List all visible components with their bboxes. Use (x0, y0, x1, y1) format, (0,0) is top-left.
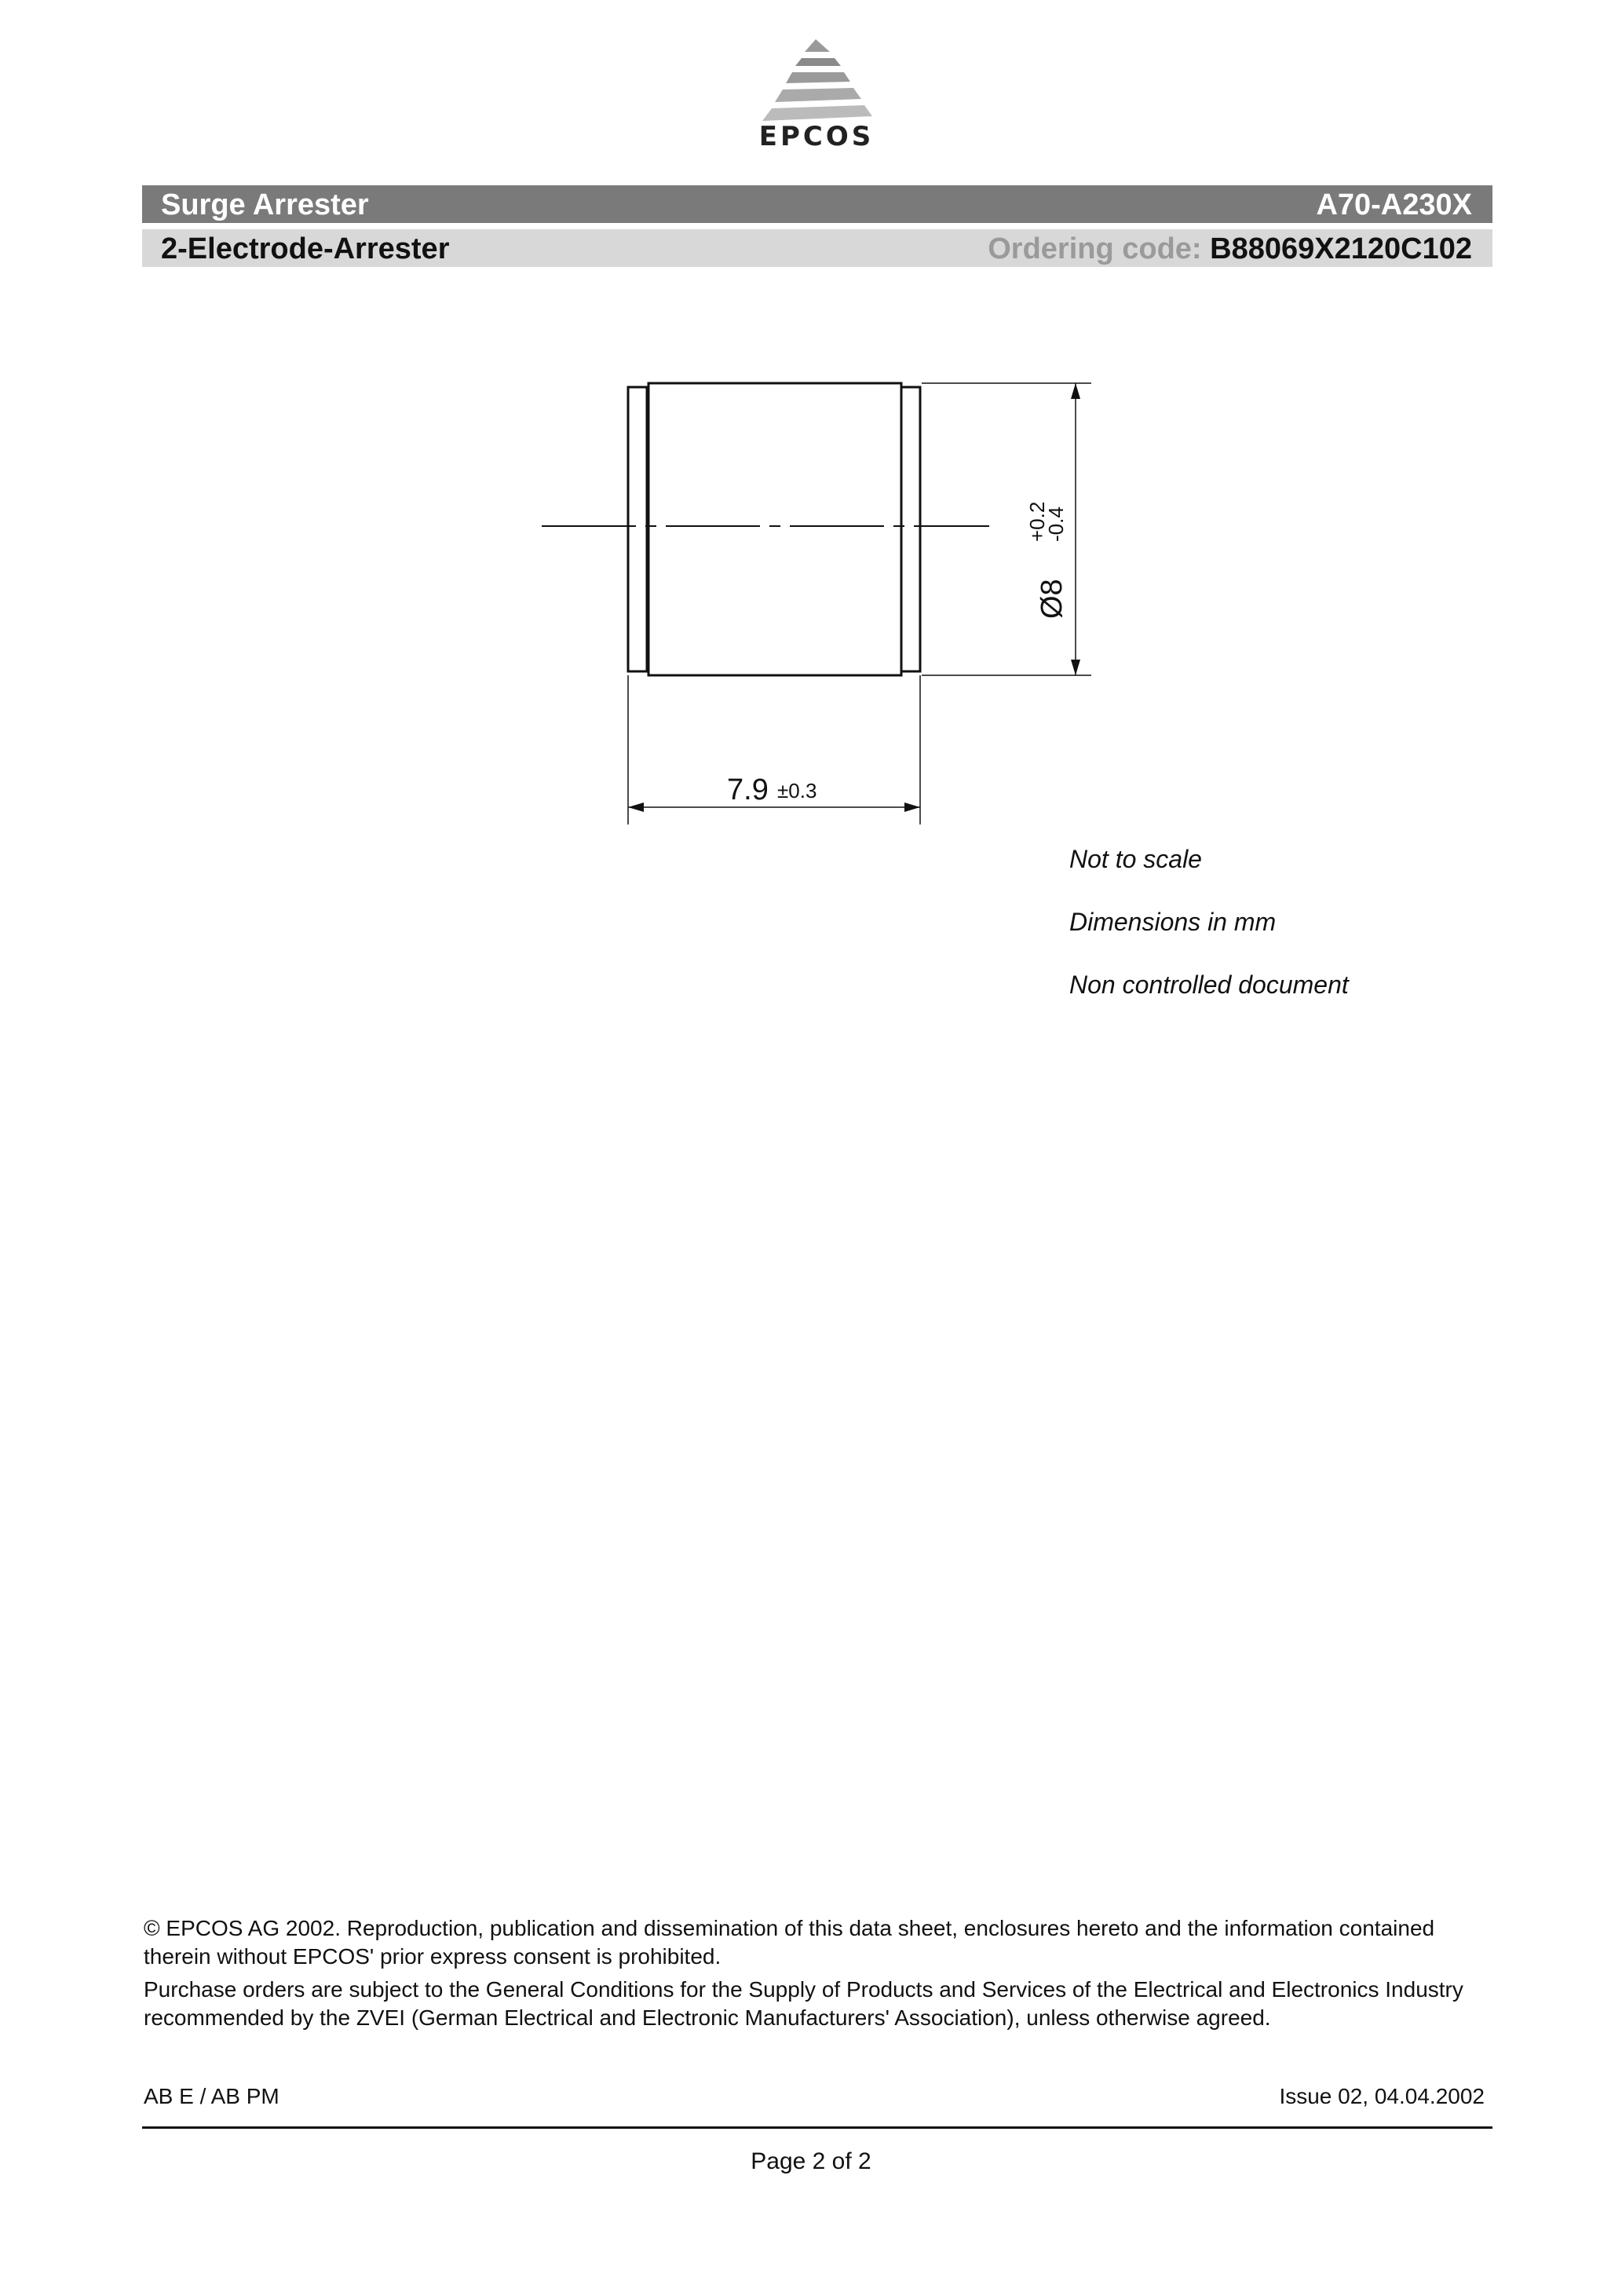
logo-text: EPCOS (758, 121, 875, 152)
product-type: Surge Arrester (161, 188, 369, 221)
product-subtitle: 2-Electrode-Arrester (161, 232, 450, 265)
diameter-value: Ø8 (1036, 579, 1069, 619)
right-electrode-cap (901, 387, 920, 671)
department-code: AB E / AB PM (144, 2084, 279, 2108)
ordering-code: B88069X2120C102 (1210, 232, 1472, 265)
header-bar-ordering (142, 229, 1492, 267)
length-value: 7.9 (727, 773, 769, 806)
header-bar-product (142, 185, 1492, 223)
part-number: A70-A230X (1316, 188, 1472, 221)
page-number: Page 2 of 2 (751, 2148, 871, 2174)
drawing-notes (1069, 845, 1349, 1033)
footer-legal (144, 1914, 1494, 2037)
diameter-tolerance-plus: +0.2 (1025, 501, 1049, 542)
length-tolerance: ±0.3 (777, 779, 817, 803)
arrester-body (648, 383, 901, 675)
issue-date: Issue 02, 04.04.2002 (1279, 2084, 1485, 2108)
note-not-to-scale: Not to scale (1069, 845, 1202, 873)
conditions-text: Purchase orders are subject to the General Conditions for the Supply of Products and Services of the Electrical and Electronics Industry recommended by the ZVEI (German Electrical and Electronic Manufacturers' Association), unless otherwise agreed. (144, 1977, 1463, 2030)
ordering-code-label: Ordering code: (988, 232, 1202, 265)
ordering-code-row (988, 232, 1472, 266)
left-electrode-cap (628, 387, 647, 671)
note-non-controlled: Non controlled document (1069, 971, 1349, 999)
dimension-drawing (534, 369, 1131, 840)
footer-divider (142, 2126, 1492, 2129)
note-dimensions: Dimensions in mm (1069, 908, 1277, 936)
diameter-tolerance-minus: -0.4 (1044, 506, 1068, 542)
copyright-text: © EPCOS AG 2002. Reproduction, publication and dissemination of this data sheet, enclosures hereto and the information contained therein without EPCOS' prior express consent is prohibited. (144, 1916, 1435, 1969)
